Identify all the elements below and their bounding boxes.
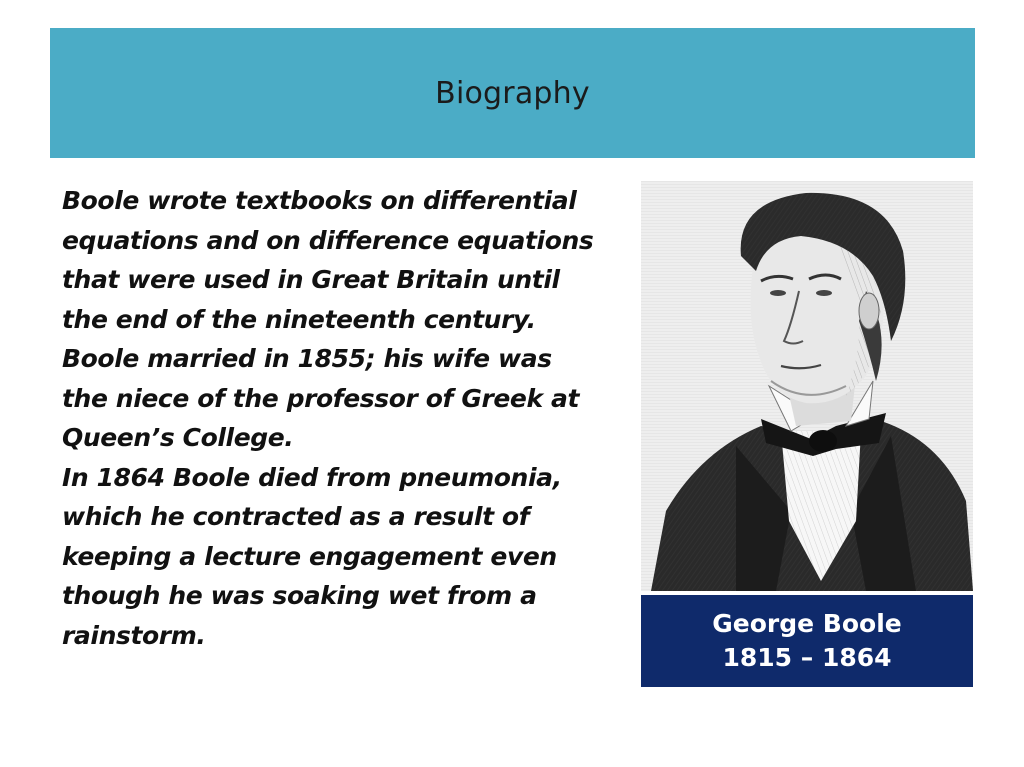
- text-line: though he was soaking wet from a: [62, 581, 537, 610]
- text-line: which he contracted as a result of: [62, 502, 530, 531]
- portrait-image: [641, 181, 973, 591]
- text-line: equations and on difference equations: [62, 225, 594, 255]
- slide-title: Biography: [435, 75, 590, 111]
- text-line: Boole married in 1855; his wife was: [62, 344, 552, 373]
- portrait-engraving: [641, 181, 973, 591]
- caption-years: 1815 – 1864: [722, 643, 892, 672]
- text-line: rainstorm.: [62, 620, 206, 650]
- text-line: the niece of the professor of Greek at: [62, 383, 580, 413]
- text-line: the end of the nineteenth century.: [62, 304, 536, 334]
- caption-name: George Boole: [712, 609, 902, 638]
- text-line: keeping a lecture engagement even: [62, 541, 557, 571]
- text-line: Boole wrote textbooks on differential: [62, 186, 577, 215]
- biography-text: [62, 181, 622, 655]
- text-line: that were used in Great Britain until: [62, 265, 560, 294]
- text-line: In 1864 Boole died from pneumonia,: [62, 462, 562, 492]
- slide-header: [50, 28, 975, 158]
- portrait-caption: [641, 595, 973, 687]
- text-line: Queen’s College.: [62, 423, 294, 452]
